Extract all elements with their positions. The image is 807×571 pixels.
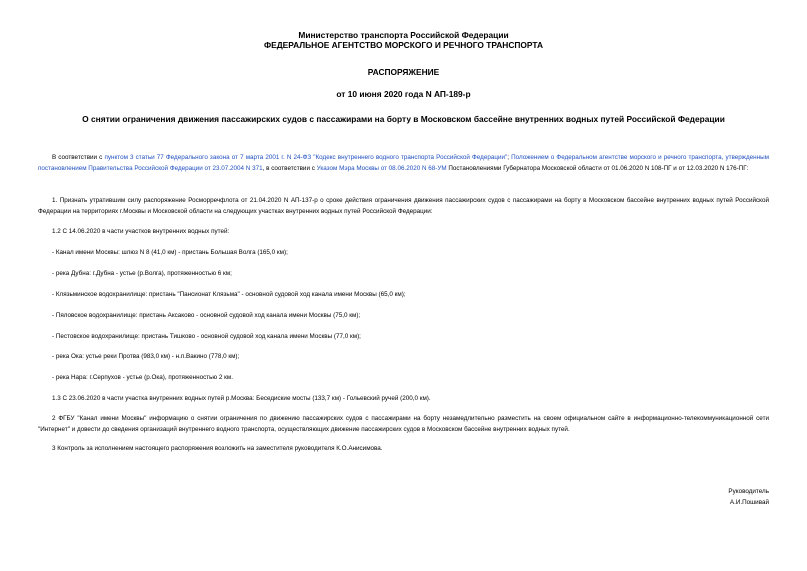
list-item: - Клязьминское водохранилище: пристань "Пансионат Клязьма" - основной судовой ход канала имени Москвы (65,0 км);	[52, 291, 406, 298]
list-item: - река Нара: г.Серпухов - устье (р.Ока), протяженностью 2 км.	[52, 374, 233, 381]
regulation-link[interactable]: Положением о Федеральном агентстве морского и речного транспорта, утвержденным постановлением Правительства Российской Федерации от 23.07.2004 N 371	[38, 154, 769, 172]
signer-position: Руководитель	[728, 488, 769, 495]
preamble-text-4: Постановлениями Губернатора Московской области от 01.06.2020 N 108-ПГ и от 12.03.2020 N 176-ПГ:	[446, 164, 749, 172]
list-item: - Пестовское водохранилище: пристань Тишково - основной судовой ход канала имени Москвы (77,0 км);	[52, 333, 361, 340]
list-item: - река Ока: устье реки Протва (983,0 км) - н.п.Вакино (778,0 км);	[52, 353, 240, 360]
signer-name: А.И.Пошивай	[729, 498, 769, 506]
page-title: О снятии ограничения движения пассажирских судов с пассажирами на борту в Московском бассейне внутренних водных путей Российской Федерации	[82, 114, 725, 124]
list-item: - Пяловское водохранилище: пристань Аксаково - основной судовой ход канала имени Москвы (75,0 км);	[52, 312, 361, 319]
doc-date: от 10 июня 2020 года N АП-189-р	[336, 89, 471, 99]
ministry-name: Министерство транспорта Российской Федерации	[298, 30, 509, 40]
doc-type: РАСПОРЯЖЕНИЕ	[367, 67, 440, 77]
law-link[interactable]: пунктом 3 статьи 77 Федерального закона от 7 марта 2001 г. N 24-ФЗ "Кодекс внутреннего водного транспорта Российской Федерации"	[104, 154, 508, 161]
preamble-text-2: ;	[507, 154, 512, 161]
clause-2: 2 ФГБУ "Канал имени Москвы" информацию о снятии ограничения по движению пассажирских судов с пассажирами на борту незамедлительно разместить на своем официальном сайте в информационно-телекоммуникационной сети "Интернет" и довести до сведения организаций внутреннего водного транспорта, осуществляющих движение пассажирских судов в Московском бассейне внутренних водных путей.	[38, 415, 769, 433]
clause-1: 1. Признать утратившим силу распоряжение Росморречфлота от 21.04.2020 N АП-137-р о сроке действия ограничения движения пассажирских судов с пассажирами на борту в Московском бассейне внутренних водных путей Российской Федерации на территориях г.Москвы и Московской области на следующих участках внутренних водных путей Российской Федерации:	[38, 197, 769, 215]
clause-3: 3 Контроль за исполнением настоящего распоряжения возложить на заместителя руководителя К.О.Анисимова.	[52, 445, 383, 452]
decree-link[interactable]: Указом Мэра Москвы от 08.06.2020 N 68-УМ	[316, 164, 447, 172]
clause-1-2: 1.2 С 14.06.2020 в части участков внутренних водных путей:	[52, 228, 230, 235]
preamble-text-3: , в соответствии с	[262, 164, 317, 172]
preamble	[38, 153, 769, 174]
signature-block	[728, 487, 769, 508]
list-item: - Канал имени Москвы: шлюз N 8 (41,0 км) - пристань Большая Волга (165,0 км);	[52, 249, 288, 256]
clause-1-3: 1.3 С 23.06.2020 в части участка внутренних водных путей р.Москва: Беседиские мосты (133,7 км) - Гольевский ручей (200,0 км).	[52, 395, 431, 402]
preamble-text-1: В соответствии с	[52, 154, 105, 161]
list-item: - река Дубна: г.Дубна - устье (р.Волга), протяженностью 6 км;	[52, 270, 232, 277]
header-block	[0, 30, 807, 50]
agency-name: ФЕДЕРАЛЬНОЕ АГЕНТСТВО МОРСКОГО И РЕЧНОГО ТРАНСПОРТА	[263, 40, 544, 50]
